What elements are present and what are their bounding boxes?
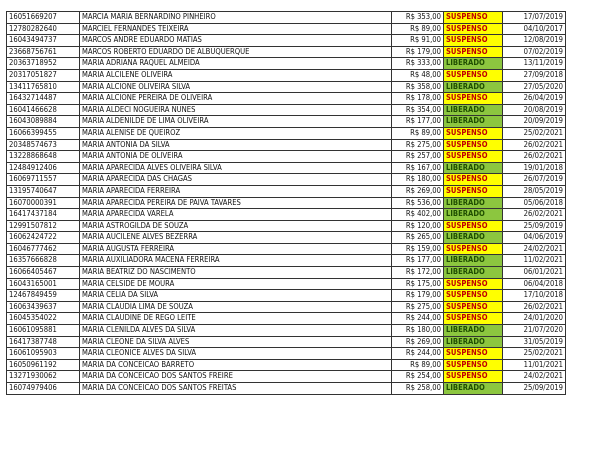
status-badge: LIBERADO [444, 383, 503, 395]
date-cell: 28/05/2019 [503, 185, 566, 197]
value-cell: R$ 178,00 [392, 93, 444, 105]
status-badge: LIBERADO [444, 104, 503, 116]
value-cell: R$ 177,00 [392, 116, 444, 128]
id-cell: 12484912406 [7, 162, 80, 174]
id-cell: 16046777462 [7, 243, 80, 255]
id-cell: 16043089884 [7, 116, 80, 128]
name-cell: MARIA AUXILIADORA MACENA FERREIRA [80, 255, 392, 267]
name-cell: MARIA BEATRIZ DO NASCIMENTO [80, 267, 392, 279]
date-cell: 25/09/2019 [503, 383, 566, 395]
status-badge: LIBERADO [444, 336, 503, 348]
status-badge: SUSPENSO [444, 151, 503, 163]
value-cell: R$ 180,00 [392, 325, 444, 337]
status-badge: SUSPENSO [444, 46, 503, 58]
status-badge: LIBERADO [444, 325, 503, 337]
id-cell: 16069711557 [7, 174, 80, 186]
value-cell: R$ 48,00 [392, 69, 444, 81]
value-cell: R$ 167,00 [392, 162, 444, 174]
id-cell: 12467849459 [7, 290, 80, 302]
date-cell: 26/02/2021 [503, 209, 566, 221]
status-badge: LIBERADO [444, 255, 503, 267]
id-cell: 16066399455 [7, 127, 80, 139]
name-cell: MARIA ADRIANA RAQUEL ALMEIDA [80, 58, 392, 70]
table-row [7, 371, 566, 383]
id-cell: 16074979406 [7, 383, 80, 395]
table-row [7, 174, 566, 186]
value-cell: R$ 269,00 [392, 336, 444, 348]
table-row [7, 81, 566, 93]
date-cell: 31/05/2019 [503, 336, 566, 348]
name-cell: MARIA APARECIDA FERREIRA [80, 185, 392, 197]
value-cell: R$ 257,00 [392, 151, 444, 163]
value-cell: R$ 333,00 [392, 58, 444, 70]
status-badge: LIBERADO [444, 197, 503, 209]
table-row [7, 58, 566, 70]
value-cell: R$ 358,00 [392, 81, 444, 93]
table-row [7, 127, 566, 139]
status-badge: LIBERADO [444, 116, 503, 128]
table-row [7, 348, 566, 360]
date-cell: 06/04/2018 [503, 278, 566, 290]
id-cell: 16043165001 [7, 278, 80, 290]
records-table-body [7, 12, 566, 395]
value-cell: R$ 354,00 [392, 104, 444, 116]
name-cell: MARIA ALCIONE OLIVEIRA SILVA [80, 81, 392, 93]
id-cell: 13195740647 [7, 185, 80, 197]
id-cell: 16041466628 [7, 104, 80, 116]
date-cell: 12/08/2019 [503, 35, 566, 47]
value-cell: R$ 536,00 [392, 197, 444, 209]
date-cell: 25/02/2021 [503, 127, 566, 139]
value-cell: R$ 177,00 [392, 255, 444, 267]
value-cell: R$ 179,00 [392, 290, 444, 302]
status-badge: LIBERADO [444, 81, 503, 93]
status-badge: SUSPENSO [444, 93, 503, 105]
value-cell: R$ 91,00 [392, 35, 444, 47]
status-badge: SUSPENSO [444, 23, 503, 35]
id-cell: 20363718952 [7, 58, 80, 70]
value-cell: R$ 89,00 [392, 359, 444, 371]
date-cell: 17/10/2018 [503, 290, 566, 302]
name-cell: MARIA ALDENILDE DE LIMA OLIVEIRA [80, 116, 392, 128]
table-row [7, 336, 566, 348]
table-row [7, 313, 566, 325]
date-cell: 27/09/2018 [503, 69, 566, 81]
table-row [7, 197, 566, 209]
name-cell: MARIA ALCIONE PEREIRA DE OLIVEIRA [80, 93, 392, 105]
date-cell: 04/06/2019 [503, 232, 566, 244]
name-cell: MARCIEL FERNANDES TEIXEIRA [80, 23, 392, 35]
status-badge: SUSPENSO [444, 220, 503, 232]
id-cell: 16043494737 [7, 35, 80, 47]
value-cell: R$ 244,00 [392, 348, 444, 360]
id-cell: 16061095903 [7, 348, 80, 360]
name-cell: MARIA APARECIDA VARELA [80, 209, 392, 221]
status-badge: LIBERADO [444, 232, 503, 244]
status-badge: SUSPENSO [444, 174, 503, 186]
name-cell: MARIA CLEONE DA SILVA ALVES [80, 336, 392, 348]
id-cell: 16357666828 [7, 255, 80, 267]
value-cell: R$ 265,00 [392, 232, 444, 244]
id-cell: 16045354022 [7, 313, 80, 325]
id-cell: 13271930062 [7, 371, 80, 383]
name-cell: MARCOS ROBERTO EDUARDO DE ALBUQUERQUE [80, 46, 392, 58]
table-row [7, 116, 566, 128]
table-row [7, 151, 566, 163]
table-row [7, 220, 566, 232]
value-cell: R$ 275,00 [392, 139, 444, 151]
table-row [7, 162, 566, 174]
value-cell: R$ 180,00 [392, 174, 444, 186]
date-cell: 11/01/2021 [503, 359, 566, 371]
status-badge: SUSPENSO [444, 12, 503, 24]
id-cell: 20317051827 [7, 69, 80, 81]
name-cell: MARIA AUCILENE ALVES BEZERRA [80, 232, 392, 244]
name-cell: MARIA DA CONCEICAO DOS SANTOS FREITAS [80, 383, 392, 395]
table-row [7, 243, 566, 255]
date-cell: 27/05/2020 [503, 81, 566, 93]
id-cell: 16062424722 [7, 232, 80, 244]
status-badge: SUSPENSO [444, 313, 503, 325]
id-cell: 16432714487 [7, 93, 80, 105]
status-badge: SUSPENSO [444, 127, 503, 139]
id-cell: 16050961192 [7, 359, 80, 371]
name-cell: MARIA CELIA DA SILVA [80, 290, 392, 302]
date-cell: 24/01/2020 [503, 313, 566, 325]
status-badge: SUSPENSO [444, 243, 503, 255]
value-cell: R$ 89,00 [392, 127, 444, 139]
table-row [7, 35, 566, 47]
table-row [7, 232, 566, 244]
name-cell: MARIA CELSIDE DE MOURA [80, 278, 392, 290]
value-cell: R$ 275,00 [392, 301, 444, 313]
table-row [7, 46, 566, 58]
name-cell: MARIA ALENISE DE QUEIROZ [80, 127, 392, 139]
date-cell: 19/01/2018 [503, 162, 566, 174]
id-cell: 12991507812 [7, 220, 80, 232]
status-badge: SUSPENSO [444, 139, 503, 151]
value-cell: R$ 89,00 [392, 23, 444, 35]
name-cell: MARCIA MARIA BERNARDINO PINHEIRO [80, 12, 392, 24]
date-cell: 13/11/2019 [503, 58, 566, 70]
name-cell: MARIA CLAUDINE DE REGO LEITE [80, 313, 392, 325]
table-row [7, 139, 566, 151]
value-cell: R$ 172,00 [392, 267, 444, 279]
name-cell: MARIA CLEONICE ALVES DA SILVA [80, 348, 392, 360]
date-cell: 04/10/2017 [503, 23, 566, 35]
id-cell: 16417437184 [7, 209, 80, 221]
id-cell: 20348574673 [7, 139, 80, 151]
id-cell: 12780282640 [7, 23, 80, 35]
id-cell: 16063439637 [7, 301, 80, 313]
name-cell: MARIA DA CONCEICAO DOS SANTOS FREIRE [80, 371, 392, 383]
date-cell: 07/02/2019 [503, 46, 566, 58]
date-cell: 11/02/2021 [503, 255, 566, 267]
status-badge: SUSPENSO [444, 371, 503, 383]
id-cell: 23668756761 [7, 46, 80, 58]
id-cell: 16066405467 [7, 267, 80, 279]
name-cell: MARIA ANTONIA DE OLIVEIRA [80, 151, 392, 163]
date-cell: 25/02/2021 [503, 348, 566, 360]
id-cell: 16051669207 [7, 12, 80, 24]
name-cell: MARIA ALCILENE OLIVEIRA [80, 69, 392, 81]
table-row [7, 383, 566, 395]
table-row [7, 12, 566, 24]
status-badge: SUSPENSO [444, 348, 503, 360]
table-row [7, 93, 566, 105]
date-cell: 24/02/2021 [503, 243, 566, 255]
id-cell: 16417387748 [7, 336, 80, 348]
status-badge: LIBERADO [444, 162, 503, 174]
value-cell: R$ 120,00 [392, 220, 444, 232]
status-badge: SUSPENSO [444, 185, 503, 197]
id-cell: 16070000391 [7, 197, 80, 209]
name-cell: MARCOS ANDRE EDUARDO MATIAS [80, 35, 392, 47]
value-cell: R$ 244,00 [392, 313, 444, 325]
status-badge: SUSPENSO [444, 69, 503, 81]
value-cell: R$ 254,00 [392, 371, 444, 383]
status-badge: LIBERADO [444, 58, 503, 70]
table-row [7, 290, 566, 302]
name-cell: MARIA ASTROGILDA DE SOUZA [80, 220, 392, 232]
status-badge: SUSPENSO [444, 359, 503, 371]
table-row [7, 104, 566, 116]
value-cell: R$ 175,00 [392, 278, 444, 290]
name-cell: MARIA CLAUDIA LIMA DE SOUZA [80, 301, 392, 313]
table-row [7, 209, 566, 221]
table-row [7, 23, 566, 35]
status-badge: SUSPENSO [444, 301, 503, 313]
date-cell: 26/02/2021 [503, 139, 566, 151]
table-row [7, 255, 566, 267]
value-cell: R$ 353,00 [392, 12, 444, 24]
table-row [7, 278, 566, 290]
id-cell: 13228868648 [7, 151, 80, 163]
table-row [7, 185, 566, 197]
date-cell: 21/07/2020 [503, 325, 566, 337]
date-cell: 25/09/2019 [503, 220, 566, 232]
status-badge: SUSPENSO [444, 278, 503, 290]
date-cell: 20/08/2019 [503, 104, 566, 116]
table-row [7, 325, 566, 337]
id-cell: 13411765810 [7, 81, 80, 93]
name-cell: MARIA ALDECI NOGUEIRA NUNES [80, 104, 392, 116]
date-cell: 26/04/2019 [503, 93, 566, 105]
status-badge: LIBERADO [444, 209, 503, 221]
table-row [7, 267, 566, 279]
date-cell: 06/01/2021 [503, 267, 566, 279]
name-cell: MARIA APARECIDA DAS CHAGAS [80, 174, 392, 186]
value-cell: R$ 269,00 [392, 185, 444, 197]
id-cell: 16061095881 [7, 325, 80, 337]
table-row [7, 359, 566, 371]
name-cell: MARIA CLENILDA ALVES DA SILVA [80, 325, 392, 337]
name-cell: MARIA APARECIDA ALVES OLIVEIRA SILVA [80, 162, 392, 174]
value-cell: R$ 159,00 [392, 243, 444, 255]
table-row [7, 69, 566, 81]
value-cell: R$ 402,00 [392, 209, 444, 221]
value-cell: R$ 179,00 [392, 46, 444, 58]
date-cell: 26/02/2021 [503, 151, 566, 163]
status-badge: SUSPENSO [444, 290, 503, 302]
table-row [7, 301, 566, 313]
date-cell: 17/07/2019 [503, 12, 566, 24]
date-cell: 26/07/2019 [503, 174, 566, 186]
status-badge: SUSPENSO [444, 35, 503, 47]
name-cell: MARIA DA CONCEICAO BARRETO [80, 359, 392, 371]
date-cell: 05/06/2018 [503, 197, 566, 209]
name-cell: MARIA AUGUSTA FERREIRA [80, 243, 392, 255]
value-cell: R$ 258,00 [392, 383, 444, 395]
name-cell: MARIA APARECIDA PEREIRA DE PAIVA TAVARES [80, 197, 392, 209]
date-cell: 26/02/2021 [503, 301, 566, 313]
date-cell: 24/02/2021 [503, 371, 566, 383]
name-cell: MARIA ANTONIA DA SILVA [80, 139, 392, 151]
records-table [6, 11, 566, 395]
date-cell: 20/09/2019 [503, 116, 566, 128]
status-badge: LIBERADO [444, 267, 503, 279]
